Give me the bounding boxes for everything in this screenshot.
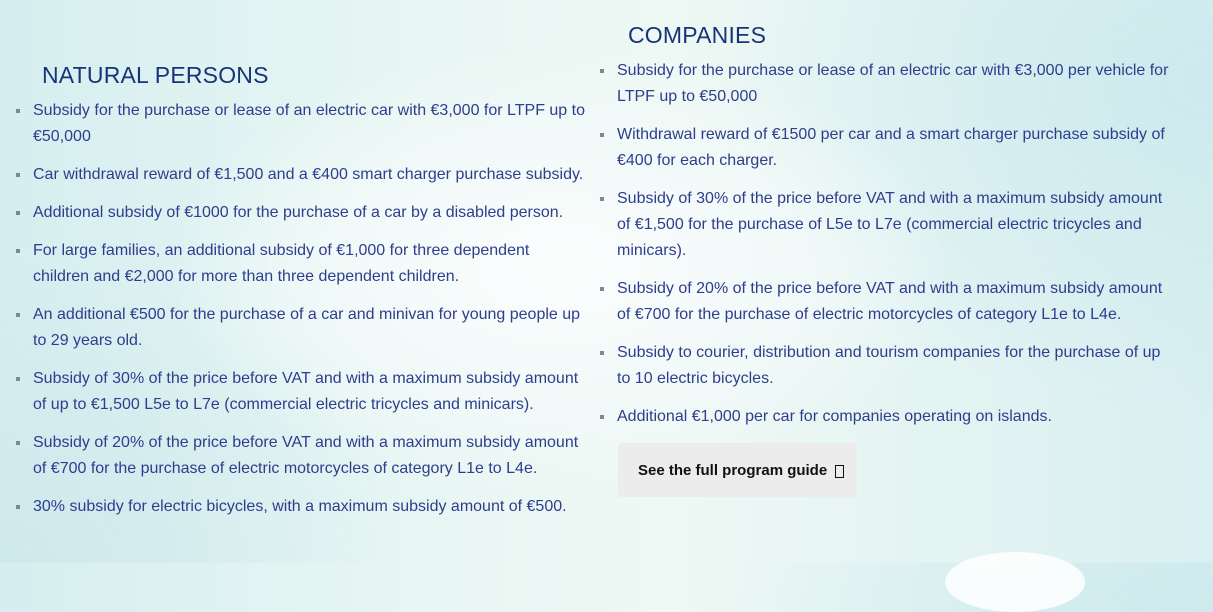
- list-item: [16, 200, 586, 226]
- external-link-icon: [835, 465, 844, 478]
- square-bullet-icon: [16, 173, 20, 177]
- square-bullet-icon: [600, 287, 604, 291]
- list-item-text: Subsidy for the purchase or lease of an electric car with €3,000 for LTPF up to €50,000: [33, 102, 585, 145]
- list-item: [16, 494, 586, 520]
- list-item-text: Additional subsidy of €1000 for the purchase of a car by a disabled person.: [33, 204, 564, 221]
- square-bullet-icon: [16, 377, 20, 381]
- square-bullet-icon: [16, 211, 20, 215]
- square-bullet-icon: [600, 69, 604, 73]
- companies-list: [600, 58, 1170, 442]
- list-item: [16, 238, 586, 290]
- square-bullet-icon: [600, 351, 604, 355]
- natural-persons-heading: NATURAL PERSONS: [42, 62, 269, 88]
- list-item-text: Subsidy of 30% of the price before VAT and with a maximum subsidy amount of up to €1,500 L5e to L7e (commercial electric tricycles and minicars).: [33, 370, 579, 413]
- square-bullet-icon: [16, 249, 20, 253]
- list-item: [600, 186, 1170, 264]
- square-bullet-icon: [16, 505, 20, 509]
- list-item: [600, 340, 1170, 392]
- list-item-text: Car withdrawal reward of €1,500 and a €400 smart charger purchase subsidy.: [33, 166, 584, 183]
- square-bullet-icon: [600, 197, 604, 201]
- list-item-text: For large families, an additional subsidy of €1,000 for three dependent children and €2,000 for more than three dependent children.: [33, 242, 530, 285]
- decorative-blob: [945, 552, 1085, 612]
- square-bullet-icon: [16, 441, 20, 445]
- list-item-text: Subsidy to courier, distribution and tourism companies for the purchase of up to 10 electric bicycles.: [617, 344, 1161, 387]
- list-item-text: An additional €500 for the purchase of a car and minivan for young people up to 29 years old.: [33, 306, 581, 349]
- list-item: [600, 122, 1170, 174]
- list-item: [600, 276, 1170, 328]
- list-item-text: Subsidy of 20% of the price before VAT and with a maximum subsidy amount of €700 for the purchase of electric motorcycles of category L1e to L4e.: [617, 280, 1163, 323]
- list-item: [600, 404, 1170, 430]
- list-item-text: Subsidy of 30% of the price before VAT and with a maximum subsidy amount of €1,500 for the purchase of L5e to L7e (commercial electric tricycles and minicars).: [617, 190, 1163, 259]
- square-bullet-icon: [16, 109, 20, 113]
- list-item: [16, 366, 586, 418]
- list-item: [16, 430, 586, 482]
- square-bullet-icon: [600, 415, 604, 419]
- list-item-text: Subsidy of 20% of the price before VAT and with a maximum subsidy amount of €700 for the purchase of electric motorcycles of category L1e to L4e.: [33, 434, 579, 477]
- square-bullet-icon: [16, 313, 20, 317]
- companies-heading: COMPANIES: [628, 22, 767, 48]
- list-item: [16, 162, 586, 188]
- natural-persons-list: [16, 98, 586, 532]
- list-item-text: Subsidy for the purchase or lease of an electric car with €3,000 per vehicle for LTPF up to €50,000: [617, 62, 1169, 105]
- list-item-text: Additional €1,000 per car for companies operating on islands.: [617, 408, 1052, 425]
- list-item-text: 30% subsidy for electric bicycles, with a maximum subsidy amount of €500.: [33, 498, 567, 515]
- list-item: [16, 302, 586, 354]
- list-item: [600, 58, 1170, 110]
- list-item-text: Withdrawal reward of €1500 per car and a smart charger purchase subsidy of €400 for each charger.: [617, 126, 1165, 169]
- square-bullet-icon: [600, 133, 604, 137]
- program-guide-button-label: See the full program guide: [638, 461, 828, 479]
- program-guide-button[interactable]: [618, 443, 857, 497]
- list-item: [16, 98, 586, 150]
